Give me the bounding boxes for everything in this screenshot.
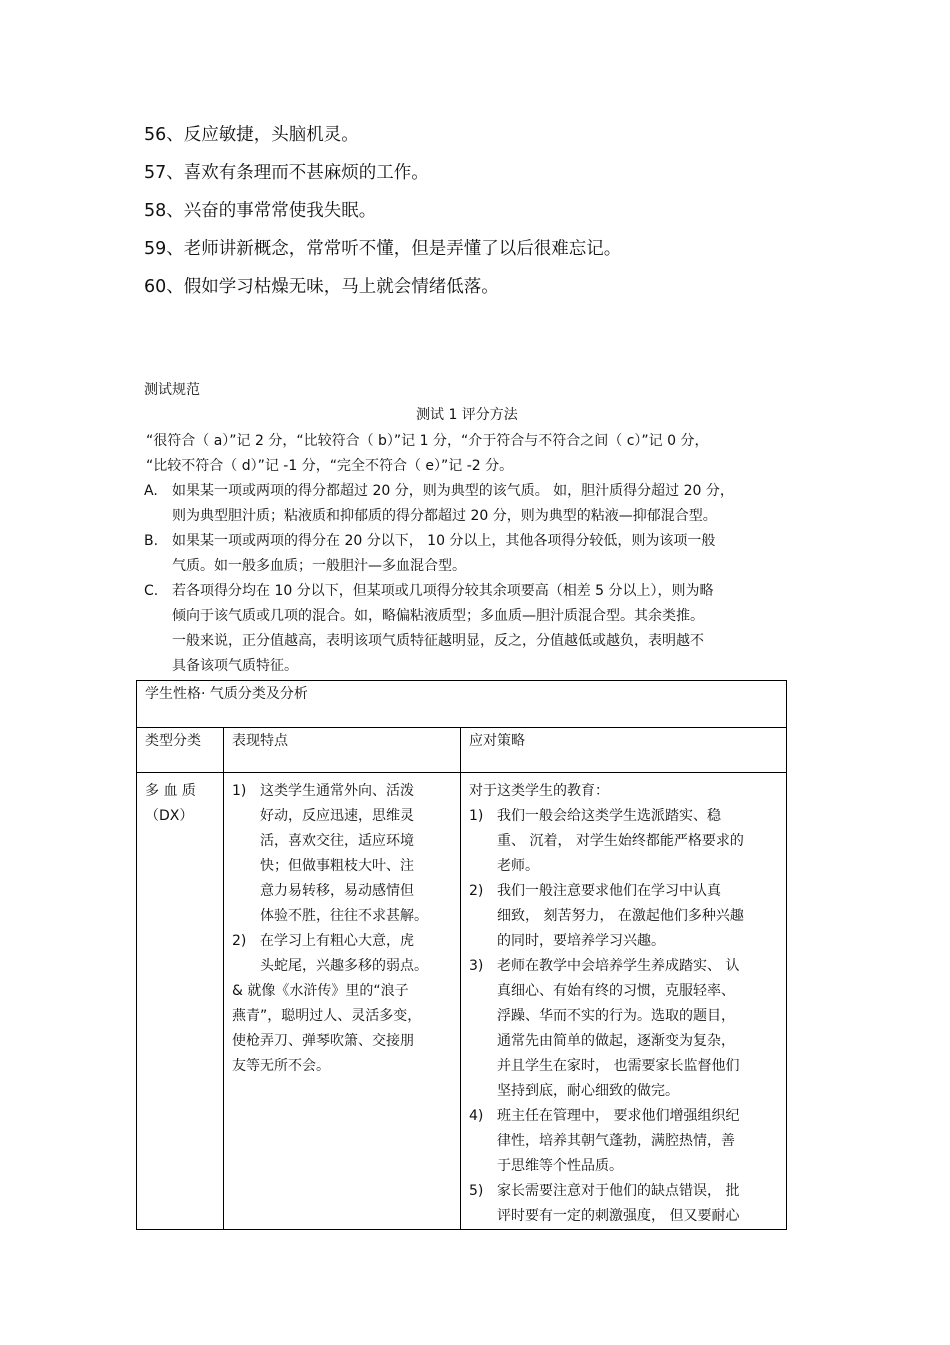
strategy-item (469, 804, 778, 879)
scoring-rule-2: “比较不符合（ d）”记 -1 分，“完全不符合（ e）”记 -2 分。 (146, 458, 514, 474)
criterion-line: 具备该项气质特征。 (172, 658, 298, 674)
table-title-cell (137, 681, 787, 728)
strategy-item (469, 1179, 778, 1229)
strategy-line: 浮躁、华而不实的行为。选取的题目， (497, 1008, 735, 1024)
criterion-label: C. (144, 583, 159, 599)
trait-note-line: 使枪弄刀、弹琴吹箫、交接朋 (232, 1033, 414, 1049)
strategy-item (469, 1104, 778, 1179)
strategy-cell (461, 773, 787, 1230)
section-label: 测试规范 (144, 382, 200, 398)
criterion-line: 若各项得分均在 10 分以下，但某项或几项得分较其余项要高（相差 5 分以上），则为略 (172, 583, 714, 599)
trait-line: 意力易转移，易动感情但 (260, 883, 414, 899)
trait-note-line: & 就像《水浒传》里的“浪子 (232, 983, 409, 999)
trait-number: 2) (232, 933, 247, 949)
trait-line: 好动，反应迅速，思维灵 (260, 808, 414, 824)
header-strategy: 应对策略 (469, 733, 525, 749)
header-cell (137, 728, 224, 773)
question-57: 57、喜欢有条理而不甚麻烦的工作。 (144, 163, 429, 183)
strategy-line: 家长需要注意对于他们的缺点错误， 批 (497, 1183, 740, 1199)
question-56: 56、反应敏捷，头脑机灵。 (144, 125, 359, 145)
strategy-line: 并且学生在家时， 也需要家长监督他们 (497, 1058, 740, 1074)
strategy-line: 重、 沉着， 对学生始终都能严格要求的 (497, 833, 744, 849)
criterion-line: 气质。如一般多血质；一般胆汁—多血混合型。 (172, 558, 466, 574)
strategy-line: 律性，培养其朝气蓬勃，满腔热情，善 (497, 1133, 735, 1149)
strategy-line: 于思维等个性品质。 (497, 1158, 623, 1174)
strategy-line: 我们一般会给这类学生选派踏实、稳 (497, 808, 721, 824)
trait-line: 在学习上有粗心大意，虎 (260, 933, 414, 949)
header-type: 类型分类 (145, 733, 201, 749)
type-name: 多 血 质 (145, 783, 196, 799)
trait-number: 1) (232, 783, 247, 799)
strategy-line: 的同时，要培养学习兴趣。 (497, 933, 665, 949)
trait-line: 这类学生通常外向、活泼 (260, 783, 414, 799)
strategy-item (469, 879, 778, 954)
question-60: 60、假如学习枯燥无味，马上就会情绪低落。 (144, 277, 499, 297)
trait-line: 头蛇尾，兴趣多移的弱点。 (260, 958, 428, 974)
trait-line: 活，喜欢交往，适应环境 (260, 833, 414, 849)
header-cell (224, 728, 461, 773)
strategy-number: 4) (469, 1108, 484, 1124)
strategy-intro: 对于这类学生的教育： (469, 783, 609, 799)
strategy-number: 1) (469, 808, 484, 824)
trait-note-line: 友等无所不会。 (232, 1058, 330, 1074)
criterion-line: 倾向于该气质或几项的混合。如，略偏粘液质型；多血质—胆汁质混合型。其余类推。 (172, 608, 704, 624)
criterion-line: 如果某一项或两项的得分都超过 20 分，则为典型的该气质。 如，胆汁质得分超过 20 分， (172, 483, 734, 499)
strategy-number: 3) (469, 958, 484, 974)
criterion-label: A. (144, 483, 158, 499)
scoring-rule-1: “很符合（ a）”记 2 分，“比较符合（ b）”记 1 分，“介于符合与不符合之间（ c）”记 0 分， (146, 433, 709, 449)
strategy-line: 通常先由简单的做起，逐渐变为复杂， (497, 1033, 735, 1049)
header-cell (461, 728, 787, 773)
strategy-item (469, 954, 778, 1104)
type-code: （DX） (145, 808, 194, 824)
trait-note-line: 燕青”，聪明过人、灵活多变， (232, 1008, 422, 1024)
strategy-line: 老师。 (497, 858, 539, 874)
header-traits: 表现特点 (232, 733, 288, 749)
question-58: 58、兴奋的事常常使我失眠。 (144, 201, 377, 221)
strategy-line: 坚持到底，耐心细致的做完。 (497, 1083, 679, 1099)
type-cell (137, 773, 224, 1230)
trait-line: 体验不胜，往往不求甚解。 (260, 908, 428, 924)
trait-item (232, 929, 452, 979)
strategy-line: 老师在教学中会培养学生养成踏实、 认 (497, 958, 740, 974)
criterion-line: 则为典型胆汁质；粘液质和抑郁质的得分都超过 20 分，则为典型的粘液—抑郁混合型。 (172, 508, 717, 524)
strategy-line: 我们一般注意要求他们在学习中认真 (497, 883, 721, 899)
traits-cell (224, 773, 461, 1230)
strategy-line: 真细心、有始有终的习惯，克服轻率、 (497, 983, 735, 999)
strategy-number: 5) (469, 1183, 484, 1199)
strategy-line: 评时要有一定的刺激强度， 但又要耐心 (497, 1208, 740, 1224)
criterion-label: B. (144, 533, 159, 549)
strategy-line: 班主任在管理中， 要求他们增强组织纪 (497, 1108, 740, 1124)
trait-line: 快；但做事粗枝大叶、注 (260, 858, 414, 874)
trait-item (232, 779, 452, 929)
trait-note (232, 979, 452, 1079)
strategy-number: 2) (469, 883, 484, 899)
strategy-line: 细致， 刻苦努力， 在激起他们多种兴趣 (497, 908, 744, 924)
question-59: 59、老师讲新概念，常常听不懂，但是弄懂了以后很难忘记。 (144, 239, 622, 259)
scoring-title: 测试 1 评分方法 (416, 407, 518, 423)
criterion-line: 一般来说，正分值越高，表明该项气质特征越明显，反之，分值越低或越负，表明越不 (172, 633, 704, 649)
criterion-line: 如果某一项或两项的得分在 20 分以下， 10 分以上，其他各项得分较低，则为该项一般 (172, 533, 716, 549)
temperament-table (136, 680, 787, 1230)
table-title: 学生性格· 气质分类及分析 (145, 686, 308, 702)
